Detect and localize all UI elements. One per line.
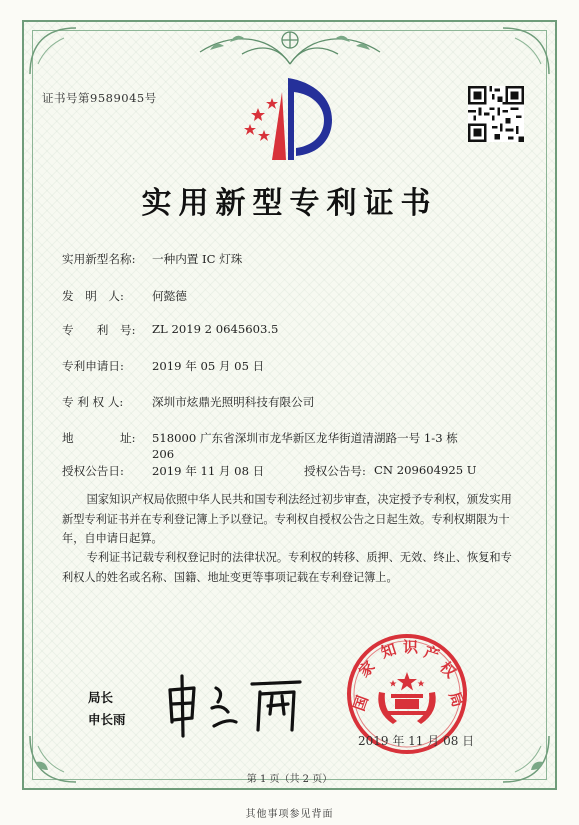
- field-patentee: [62, 394, 315, 410]
- page-indicator: 第 1 页（共 2 页）: [246, 774, 333, 785]
- field-value: 何懿德: [152, 289, 187, 303]
- field-value: 2019 年 05 月 05 日: [152, 359, 265, 373]
- director-title: 局长: [88, 690, 114, 705]
- field-value: ZL 2019 2 0645603.5: [152, 322, 279, 336]
- top-ornament: [190, 24, 390, 70]
- field-grant-date: [62, 463, 477, 479]
- svg-text:识: 识: [403, 638, 419, 656]
- director-name: 申长雨: [88, 712, 126, 727]
- qr-code-icon: [468, 86, 524, 142]
- svg-text:局: 局: [445, 689, 468, 710]
- field-value: 一种内置 IC 灯珠: [152, 252, 243, 266]
- field-patent-number: [62, 322, 279, 338]
- certificate-title: 实用新型专利证书: [141, 186, 438, 221]
- field-label: 发 明 人:: [62, 289, 124, 303]
- field-label: 专 利 权 人:: [62, 395, 124, 409]
- field-label: 专 利 号:: [62, 323, 136, 337]
- svg-text:知: 知: [378, 640, 399, 662]
- footer-note: 其他事项参见背面: [245, 809, 334, 820]
- field-label-publication: 授权公告号:: [304, 464, 366, 478]
- field-address: [62, 430, 458, 461]
- field-inventor: [62, 288, 187, 304]
- field-utility-model-name: [62, 251, 243, 267]
- svg-text:国: 国: [349, 693, 372, 714]
- svg-text:家: 家: [355, 657, 379, 681]
- field-label: 专利申请日:: [62, 359, 124, 373]
- certificate-number: 证书号第9589045号: [42, 91, 157, 105]
- field-value: 518000 广东省深圳市龙华新区龙华街道清湖路一号 1-3 栋: [152, 431, 458, 445]
- field-label: 授权公告日:: [62, 464, 124, 478]
- field-value: 2019 年 11 月 08 日: [152, 464, 265, 478]
- svg-text:产: 产: [421, 642, 442, 665]
- seal-date: 2019 年 11 月 08 日: [358, 734, 475, 748]
- body-paragraph-1: 国家知识产权局依照中华人民共和国专利法经过初步审查，决定授予专利权，颁发实用新型专利证书并在专利登记簿上予以登记。专利权自授权公告之日起生效。专利权期限为十年，自申请日起算。: [62, 493, 512, 545]
- corner-ornament-top-right: [499, 24, 553, 78]
- field-value-publication: CN 209604925 U: [374, 463, 477, 477]
- svg-text:权: 权: [436, 658, 460, 682]
- body-paragraph-2: 专利证书记载专利权登记时的法律状况。专利权的转移、质押、无效、终止、恢复和专利权人的姓名或名称、国籍、地址变更等事项记载在专利登记簿上。: [62, 551, 512, 584]
- field-value: 深圳市炫鼎光照明科技有限公司: [152, 395, 315, 409]
- corner-ornament-top-left: [26, 24, 80, 78]
- field-label: 实用新型名称:: [62, 252, 136, 266]
- handwritten-signature: [160, 670, 310, 740]
- field-application-date: [62, 358, 265, 374]
- field-value-line2: 206: [152, 447, 175, 461]
- field-label: 地 址:: [62, 431, 136, 445]
- cnipa-logo-icon: [242, 72, 334, 164]
